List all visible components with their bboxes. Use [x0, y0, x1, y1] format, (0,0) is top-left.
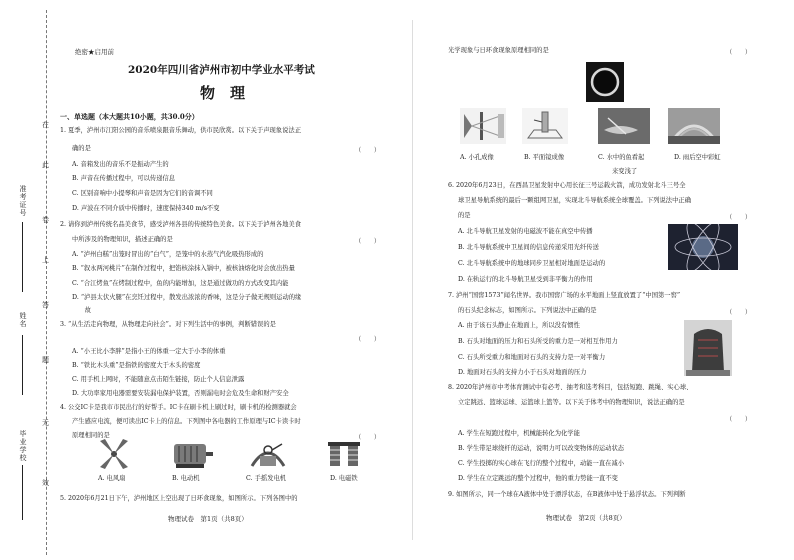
seal-char: 题: [42, 356, 49, 364]
option: D. 学生在立定跳远的整个过程中，他的重力势能一直不变: [458, 475, 618, 482]
fish-in-water-figure: [598, 108, 650, 144]
candidate-number-label: 准考证号: [19, 185, 27, 217]
question-9-line: 9. 如图所示，同一个球在A液体中处于漂浮状态，在B液体中处于悬浮状态。下列判断: [448, 491, 686, 498]
question-5-line: 5. 2020年6月21日下午，泸州地区上空出现了日环食现象，如图所示。下列各图中的: [60, 495, 298, 502]
electromagnet-figure: [322, 438, 366, 470]
stone-monument-image: [684, 320, 732, 376]
option: C. 学生投掷的实心球在飞行的整个过程中，动能一直在减小: [458, 460, 625, 467]
seal-char: 效: [42, 479, 49, 487]
option: A. 北斗导航卫星发射的电磁波不能在真空中传播: [458, 228, 593, 235]
option: B. 声音在传播过程中，可以传递信息: [72, 175, 176, 182]
answer-paren: （ ）: [726, 416, 752, 423]
option: B. 学生带足球绕杆的运动，说明力可以改变物体的运动状态: [458, 445, 625, 452]
option: B. 石头对地面的压力和石头所受的重力是一对相互作用力: [458, 338, 618, 345]
figure-caption: B. 电动机: [172, 475, 200, 482]
figure-caption: C. 水中的鱼看起: [598, 154, 645, 161]
rainbow-figure: [668, 108, 720, 144]
answer-paren: （ ）: [355, 147, 381, 154]
seal-char: 在: [42, 121, 49, 129]
school-label: 毕业学校: [19, 430, 27, 462]
figure-caption: C. 手摇发电机: [246, 475, 287, 482]
name-label: 姓名: [19, 312, 27, 328]
figure-caption: D. 雨后空中彩虹: [674, 154, 721, 161]
plane-mirror-figure: [522, 108, 568, 144]
question-8-line: 立定跳远、篮球运球、运篮球上篮等。以下关于体考中的物理知识，说法正确的是: [458, 399, 685, 406]
answer-paren: （ ）: [726, 309, 752, 316]
secret-mark: 绝密★启用前: [75, 48, 114, 56]
option: C. 区别音响中小提琴和声音是因为它们的音调不同: [72, 190, 213, 197]
option: A. “泸州白糕”出笼时冒出的“白气”，是笼中的水蒸气汽化吸热形成的: [72, 251, 264, 258]
question-1-line: 确的是: [72, 145, 91, 152]
option: D. 声波在不同介质中传播时，速度保持340 m/s不变: [72, 205, 220, 212]
answer-paren: （ ）: [355, 434, 381, 441]
hand-generator-figure: [246, 438, 290, 470]
section-heading: 一、单选题（本大题共10小题，共30.0分）: [60, 112, 199, 121]
question-6-line: 的是: [458, 212, 471, 219]
name-line: [22, 335, 23, 395]
option: C. “合江烤鱼”在烤制过程中，鱼的内能增加，这是通过做功的方式改变其内能: [72, 280, 289, 287]
option: D. 地面对石头的支持力小于石头对地面的压力: [458, 369, 587, 376]
binding-dashed-line: [46, 10, 47, 555]
option: 故: [72, 307, 91, 314]
answer-paren: （ ）: [355, 238, 381, 245]
figure-caption: B. 平面镜成像: [524, 154, 565, 161]
option: A. 由于该石头静止在地面上，所以没有惯性: [458, 322, 580, 329]
question-2-line: 中所涉及的物理知识，描述正确的是: [72, 236, 173, 243]
option: B. “铁比木头重”是指铁的密度大于木头的密度: [72, 362, 201, 369]
option: A. 音箱发出的音乐不是振动产生的: [72, 161, 169, 168]
question-4-line: 产生感应电流，便可读出IC卡上的信息。下列图中各电器的工作原理与IC卡读卡时: [72, 418, 301, 425]
question-6-line: 球卫星导航系统的最后一颗组网卫星，实现北斗导航系统全球覆盖。下列说法中正确: [458, 197, 691, 204]
question-6-line: 6. 2020年6月23日，在西昌卫星发射中心用长征三号运载火箭，成功发射北斗三号全: [448, 182, 686, 189]
electric-fan-figure: [92, 438, 136, 470]
option: B. 北斗导航系统中卫星间的信息传递采用光纤传送: [458, 244, 599, 251]
question-7-line: 7. 泸州“国窖1573”闻名世界。我市国窖广场的水平地面上竖直放置了“中国第一窖”: [448, 292, 681, 299]
subject-title: 物 理: [200, 84, 246, 102]
beidou-satellite-image: [668, 224, 738, 270]
figure-caption: D. 电磁铁: [330, 475, 358, 482]
exam-title: 2020年四川省泸州市初中学业水平考试: [128, 64, 315, 76]
figure-caption: 来变浅了: [612, 168, 638, 175]
option: B. “叙永两河桃片”在制作过程中，把馅核涂抹入锅中，被核油熔化时会放出热量: [72, 265, 295, 272]
page-footer: 物理试卷 第2页（共8页）: [546, 514, 626, 522]
option: A. “小王比小李胖”是指小王的体重一定大于小李的体重: [72, 348, 226, 355]
option: A. 学生在短跑过程中，机械能转化为化学能: [458, 430, 580, 437]
figure-caption: A. 小孔成像: [460, 154, 494, 161]
seal-char: 无: [42, 419, 49, 427]
page-footer: 物理试卷 第1页（共8页）: [168, 515, 248, 523]
question-4-line: 4. 公交IC卡是我市市民出行的好帮手。IC卡在刷卡机上刷过时，刷卡机的检测器就会: [60, 404, 297, 411]
option: C. 用手机上网时，不能随意点击陌生链接，防止个人信息泄露: [72, 376, 245, 383]
option: C. 北斗导航系统中的地球同步卫星相对地面是运动的: [458, 260, 606, 267]
question-4-line: 原理相同的是: [72, 432, 110, 439]
question-8-line: 8. 2020年泸州市中考体育测试中有必考、抽考和选考科目，包括短跑、跳绳、实心球、: [448, 384, 693, 391]
answer-paren: （ ）: [726, 214, 752, 221]
seal-char: 此: [42, 161, 49, 169]
question-1-line: 1. 夏季，泸州市江阳公园的音乐喷泉跟音乐舞动，供市民欣赏。以下关于声现象说法正: [60, 127, 301, 134]
candidate-number-line: [22, 222, 23, 292]
school-line: [22, 465, 23, 520]
seal-char: 上: [42, 256, 49, 264]
seal-char: 卷: [42, 216, 49, 224]
answer-paren: （ ）: [726, 49, 752, 56]
page-divider: [412, 20, 413, 540]
question-5-cont: 光学现象与日环食现象原理相同的是: [448, 47, 549, 54]
option: D. 在轨运行的北斗导航卫星受到非平衡力的作用: [458, 276, 593, 283]
answer-paren: （ ）: [355, 336, 381, 343]
option: C. 石头所受重力和地面对石头的支持力是一对平衡力: [458, 354, 606, 361]
pinhole-imaging-figure: [460, 108, 506, 144]
option: D. “泸县太伏火腿”在烹饪过程中，散发出浓浓的香味，这是分子做无规则运动的缘: [72, 294, 302, 301]
option: D. 大功率家用电器需要安装漏电保护装置，否则漏电时会危及生命和财产安全: [72, 390, 289, 397]
seal-char: 答: [42, 301, 49, 309]
question-2-line: 2. 请你到泸州传统名品美食节，感受泸州各县的传统特色美食。以下关于泸州各地美食: [60, 221, 301, 228]
question-3-line: 3. “从生活走向物理，从物理走向社会”。对下列生活中的事例，判断错误的是: [60, 321, 276, 328]
electric-motor-figure: [168, 438, 214, 470]
annular-eclipse-image: [586, 62, 624, 102]
figure-caption: A. 电风扇: [98, 475, 126, 482]
question-7-line: 的石头纪念标志，如图所示。下列说法中正确的是: [458, 307, 597, 314]
